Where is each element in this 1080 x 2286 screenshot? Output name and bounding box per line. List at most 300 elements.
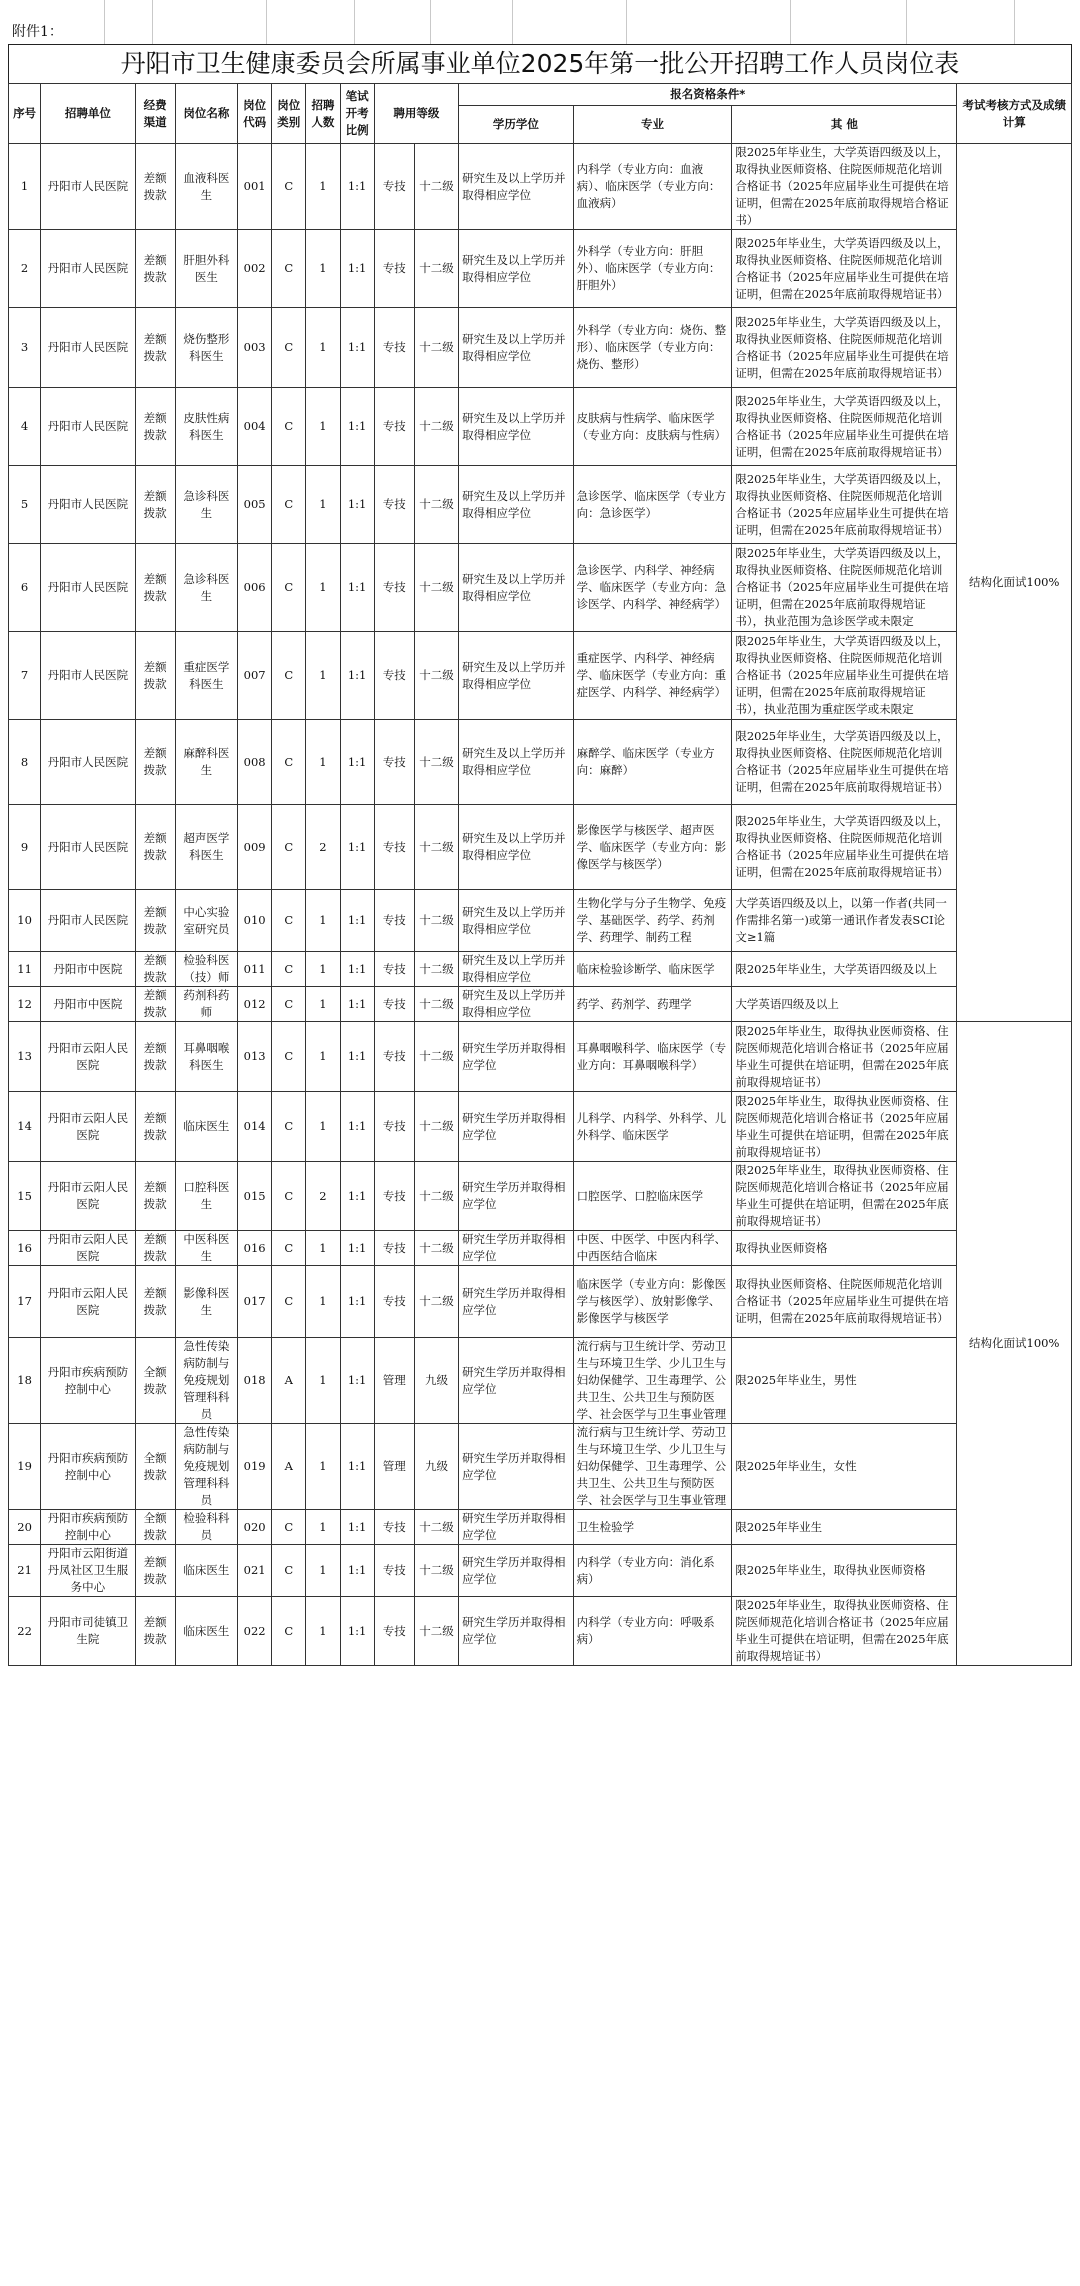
ratio-cell: 1:1 (340, 230, 374, 308)
major-cell: 卫生检验学 (573, 1510, 732, 1545)
post-name-cell: 临床医生 (175, 1092, 237, 1162)
post-type-cell: C (272, 1092, 306, 1162)
unit-cell: 丹阳市人民医院 (41, 890, 135, 952)
ratio-cell: 1:1 (340, 890, 374, 952)
fund-cell: 差额拨款 (135, 1597, 175, 1666)
edu-cell: 研究生及以上学历并取得相应学位 (459, 720, 574, 805)
header-fund: 经费渠道 (135, 84, 175, 144)
post-code-cell: 020 (238, 1510, 272, 1545)
count-cell: 1 (306, 388, 340, 466)
level-grade-cell: 十二级 (414, 144, 458, 230)
ratio-cell: 1:1 (340, 1424, 374, 1510)
level-category-cell: 专技 (374, 805, 414, 890)
post-type-cell: C (272, 388, 306, 466)
table-row (9, 1092, 1072, 1162)
positions-table (8, 83, 1072, 1666)
level-category-cell: 专技 (374, 1545, 414, 1597)
row-no: 14 (9, 1092, 41, 1162)
table-row (9, 1162, 1072, 1231)
post-name-cell: 急诊科医生 (175, 544, 237, 632)
major-cell: 重症医学、内科学、神经病学、临床医学（专业方向：重症医学、内科学、神经病学） (573, 632, 732, 720)
unit-cell: 丹阳市人民医院 (41, 466, 135, 544)
unit-cell: 丹阳市人民医院 (41, 308, 135, 388)
table-row (9, 1510, 1072, 1545)
other-cell: 限2025年毕业生，大学英语四级及以上，取得执业医师资格、住院医师规范化培训合格证书（2025年应届毕业生可提供在培证明，但需在2025年底前取得规培证书） (732, 308, 957, 388)
level-category-cell: 专技 (374, 230, 414, 308)
edu-cell: 研究生学历并取得相应学位 (459, 1545, 574, 1597)
fund-cell: 差额拨款 (135, 230, 175, 308)
row-no: 10 (9, 890, 41, 952)
major-cell: 皮肤病与性病学、临床医学（专业方向：皮肤病与性病） (573, 388, 732, 466)
fund-cell: 差额拨款 (135, 388, 175, 466)
annex-label: 附件1： (12, 24, 63, 40)
table-row (9, 230, 1072, 308)
fund-cell: 差额拨款 (135, 890, 175, 952)
page-title: 丹阳市卫生健康委员会所属事业单位2025年第一批公开招聘工作人员岗位表 (8, 44, 1072, 84)
header-unit: 招聘单位 (41, 84, 135, 144)
header-post-name: 岗位名称 (175, 84, 237, 144)
edu-cell: 研究生及以上学历并取得相应学位 (459, 388, 574, 466)
table-row (9, 805, 1072, 890)
major-cell: 口腔医学、口腔临床医学 (573, 1162, 732, 1231)
fund-cell: 差额拨款 (135, 1545, 175, 1597)
post-name-cell: 麻醉科医生 (175, 720, 237, 805)
other-cell: 限2025年毕业生，取得执业医师资格、住院医师规范化培训合格证书（2025年应届毕业生可提供在培证明，但需在2025年底前取得规培证书） (732, 1162, 957, 1231)
table-row (9, 388, 1072, 466)
row-no: 6 (9, 544, 41, 632)
other-cell: 限2025年毕业生，大学英语四级及以上，取得执业医师资格、住院医师规范化培训合格证书（2025年应届毕业生可提供在培证明，但需在2025年底前取得规培证书） (732, 388, 957, 466)
row-no: 4 (9, 388, 41, 466)
major-cell: 急诊医学、临床医学（专业方向：急诊医学） (573, 466, 732, 544)
header-other: 其 他 (732, 106, 957, 144)
level-grade-cell: 十二级 (414, 308, 458, 388)
edu-cell: 研究生及以上学历并取得相应学位 (459, 987, 574, 1022)
post-name-cell: 肝胆外科医生 (175, 230, 237, 308)
header-ratio: 笔试开考比例 (340, 84, 374, 144)
post-type-cell: C (272, 1231, 306, 1266)
other-cell: 限2025年毕业生 (732, 1510, 957, 1545)
count-cell: 1 (306, 1022, 340, 1092)
grid-line (906, 0, 907, 44)
level-grade-cell: 十二级 (414, 466, 458, 544)
level-grade-cell: 十二级 (414, 1266, 458, 1338)
post-code-cell: 018 (238, 1338, 272, 1424)
major-cell: 流行病与卫生统计学、劳动卫生与环境卫生学、少儿卫生与妇幼保健学、卫生毒理学、公共卫生、公共卫生与预防医学、社会医学与卫生事业管理 (573, 1338, 732, 1424)
edu-cell: 研究生及以上学历并取得相应学位 (459, 144, 574, 230)
edu-cell: 研究生学历并取得相应学位 (459, 1022, 574, 1092)
post-type-cell: A (272, 1338, 306, 1424)
major-cell: 儿科学、内科学、外科学、儿外科学、临床医学 (573, 1092, 732, 1162)
level-grade-cell: 十二级 (414, 632, 458, 720)
table-row (9, 632, 1072, 720)
level-category-cell: 专技 (374, 544, 414, 632)
level-grade-cell: 十二级 (414, 1597, 458, 1666)
post-type-cell: C (272, 890, 306, 952)
unit-cell: 丹阳市人民医院 (41, 720, 135, 805)
table-row (9, 1338, 1072, 1424)
table-row (9, 1231, 1072, 1266)
ratio-cell: 1:1 (340, 987, 374, 1022)
header-edu: 学历学位 (459, 106, 574, 144)
level-category-cell: 专技 (374, 1092, 414, 1162)
ratio-cell: 1:1 (340, 805, 374, 890)
fund-cell: 差额拨款 (135, 805, 175, 890)
major-cell: 外科学（专业方向：烧伤、整形）、临床医学（专业方向：烧伤、整形） (573, 308, 732, 388)
other-cell: 限2025年毕业生，大学英语四级及以上，取得执业医师资格、住院医师规范化培训合格证书（2025年应届毕业生可提供在培证明，但需在2025年底前取得规培证书），执业范围为重症医学或未限定 (732, 632, 957, 720)
grid-line (266, 0, 267, 44)
table-row (9, 1424, 1072, 1510)
level-category-cell: 专技 (374, 720, 414, 805)
level-grade-cell: 十二级 (414, 1231, 458, 1266)
level-grade-cell: 十二级 (414, 720, 458, 805)
table-row (9, 466, 1072, 544)
count-cell: 1 (306, 1545, 340, 1597)
other-cell: 限2025年毕业生，大学英语四级及以上，取得执业医师资格、住院医师规范化培训合格证书（2025年应届毕业生可提供在培证明，但需在2025年底前取得规培证书），执业范围为急诊医学或未限定 (732, 544, 957, 632)
level-category-cell: 专技 (374, 632, 414, 720)
post-code-cell: 006 (238, 544, 272, 632)
header-post-type: 岗位类别 (272, 84, 306, 144)
edu-cell: 研究生学历并取得相应学位 (459, 1162, 574, 1231)
post-type-cell: C (272, 1162, 306, 1231)
other-cell: 限2025年毕业生，大学英语四级及以上，取得执业医师资格、住院医师规范化培训合格证书（2025年应届毕业生可提供在培证明，但需在2025年底前取得规培证书） (732, 230, 957, 308)
edu-cell: 研究生及以上学历并取得相应学位 (459, 308, 574, 388)
level-grade-cell: 十二级 (414, 1510, 458, 1545)
row-no: 7 (9, 632, 41, 720)
fund-cell: 全额拨款 (135, 1424, 175, 1510)
other-cell: 取得执业医师资格、住院医师规范化培训合格证书（2025年应届毕业生可提供在培证明，但需在2025年底前取得规培证书） (732, 1266, 957, 1338)
fund-cell: 全额拨款 (135, 1338, 175, 1424)
table-row (9, 1545, 1072, 1597)
post-type-cell: A (272, 1424, 306, 1510)
unit-cell: 丹阳市人民医院 (41, 388, 135, 466)
fund-cell: 差额拨款 (135, 544, 175, 632)
count-cell: 1 (306, 230, 340, 308)
post-type-cell: C (272, 466, 306, 544)
edu-cell: 研究生学历并取得相应学位 (459, 1231, 574, 1266)
major-cell: 临床检验诊断学、临床医学 (573, 952, 732, 987)
fund-cell: 差额拨款 (135, 1022, 175, 1092)
edu-cell: 研究生学历并取得相应学位 (459, 1424, 574, 1510)
post-code-cell: 007 (238, 632, 272, 720)
level-grade-cell: 十二级 (414, 388, 458, 466)
other-cell: 限2025年毕业生，取得执业医师资格 (732, 1545, 957, 1597)
post-code-cell: 002 (238, 230, 272, 308)
unit-cell: 丹阳市中医院 (41, 952, 135, 987)
positions-body (9, 144, 1072, 1666)
post-name-cell: 检验科医（技）师 (175, 952, 237, 987)
count-cell: 1 (306, 544, 340, 632)
level-category-cell: 专技 (374, 1231, 414, 1266)
table-row (9, 987, 1072, 1022)
post-code-cell: 008 (238, 720, 272, 805)
fund-cell: 差额拨款 (135, 720, 175, 805)
grid-line (430, 0, 431, 44)
header-major: 专业 (573, 106, 732, 144)
unit-cell: 丹阳市疾病预防控制中心 (41, 1510, 135, 1545)
table-row (9, 1022, 1072, 1092)
count-cell: 1 (306, 466, 340, 544)
major-cell: 麻醉学、临床医学（专业方向：麻醉） (573, 720, 732, 805)
post-code-cell: 015 (238, 1162, 272, 1231)
edu-cell: 研究生学历并取得相应学位 (459, 1092, 574, 1162)
edu-cell: 研究生及以上学历并取得相应学位 (459, 805, 574, 890)
post-name-cell: 血液科医生 (175, 144, 237, 230)
count-cell: 1 (306, 1597, 340, 1666)
header-count: 招聘人数 (306, 84, 340, 144)
post-code-cell: 012 (238, 987, 272, 1022)
grid-line (152, 0, 153, 44)
table-row (9, 890, 1072, 952)
row-no: 9 (9, 805, 41, 890)
unit-cell: 丹阳市人民医院 (41, 544, 135, 632)
fund-cell: 差额拨款 (135, 466, 175, 544)
edu-cell: 研究生及以上学历并取得相应学位 (459, 466, 574, 544)
edu-cell: 研究生及以上学历并取得相应学位 (459, 632, 574, 720)
ratio-cell: 1:1 (340, 1022, 374, 1092)
ratio-cell: 1:1 (340, 144, 374, 230)
post-name-cell: 急诊科医生 (175, 466, 237, 544)
unit-cell: 丹阳市中医院 (41, 987, 135, 1022)
post-type-cell: C (272, 952, 306, 987)
count-cell: 1 (306, 952, 340, 987)
post-name-cell: 中医科医生 (175, 1231, 237, 1266)
ratio-cell: 1:1 (340, 1510, 374, 1545)
post-type-cell: C (272, 1022, 306, 1092)
level-grade-cell: 十二级 (414, 805, 458, 890)
ratio-cell: 1:1 (340, 720, 374, 805)
level-category-cell: 专技 (374, 1266, 414, 1338)
grid-line (626, 0, 627, 44)
row-no: 22 (9, 1597, 41, 1666)
post-type-cell: C (272, 987, 306, 1022)
other-cell: 限2025年毕业生，大学英语四级及以上，取得执业医师资格、住院医师规范化培训合格证书（2025年应届毕业生可提供在培证明，但需在2025年底前取得规培证书） (732, 466, 957, 544)
edu-cell: 研究生及以上学历并取得相应学位 (459, 544, 574, 632)
post-code-cell: 021 (238, 1545, 272, 1597)
table-row (9, 952, 1072, 987)
level-grade-cell: 九级 (414, 1424, 458, 1510)
post-name-cell: 重症医学科医生 (175, 632, 237, 720)
other-cell: 限2025年毕业生，取得执业医师资格、住院医师规范化培训合格证书（2025年应届毕业生可提供在培证明，但需在2025年底前取得规培证书） (732, 1597, 957, 1666)
row-no: 21 (9, 1545, 41, 1597)
post-type-cell: C (272, 1510, 306, 1545)
post-name-cell: 皮肤性病科医生 (175, 388, 237, 466)
table-row (9, 308, 1072, 388)
row-no: 5 (9, 466, 41, 544)
ratio-cell: 1:1 (340, 466, 374, 544)
row-no: 20 (9, 1510, 41, 1545)
ratio-cell: 1:1 (340, 1338, 374, 1424)
post-code-cell: 019 (238, 1424, 272, 1510)
fund-cell: 差额拨款 (135, 1266, 175, 1338)
unit-cell: 丹阳市疾病预防控制中心 (41, 1424, 135, 1510)
post-code-cell: 013 (238, 1022, 272, 1092)
unit-cell: 丹阳市人民医院 (41, 144, 135, 230)
fund-cell: 差额拨款 (135, 1162, 175, 1231)
post-code-cell: 022 (238, 1597, 272, 1666)
level-grade-cell: 十二级 (414, 952, 458, 987)
post-code-cell: 016 (238, 1231, 272, 1266)
other-cell: 限2025年毕业生，女性 (732, 1424, 957, 1510)
post-type-cell: C (272, 1597, 306, 1666)
major-cell: 流行病与卫生统计学、劳动卫生与环境卫生学、少儿卫生与妇幼保健学、卫生毒理学、公共卫生、公共卫生与预防医学、社会医学与卫生事业管理 (573, 1424, 732, 1510)
major-cell: 临床医学（专业方向：影像医学与核医学）、放射影像学、影像医学与核医学 (573, 1266, 732, 1338)
unit-cell: 丹阳市云阳人民医院 (41, 1022, 135, 1092)
post-name-cell: 影像科医生 (175, 1266, 237, 1338)
fund-cell: 差额拨款 (135, 144, 175, 230)
other-cell: 限2025年毕业生，取得执业医师资格、住院医师规范化培训合格证书（2025年应届毕业生可提供在培证明，但需在2025年底前取得规培证书） (732, 1022, 957, 1092)
level-category-cell: 专技 (374, 144, 414, 230)
row-no: 17 (9, 1266, 41, 1338)
other-cell: 大学英语四级及以上 (732, 987, 957, 1022)
unit-cell: 丹阳市人民医院 (41, 230, 135, 308)
count-cell: 1 (306, 720, 340, 805)
other-cell: 限2025年毕业生，大学英语四级及以上，取得执业医师资格、住院医师规范化培训合格证书（2025年应届毕业生可提供在培证明，但需在2025年底前取得规培证书） (732, 720, 957, 805)
edu-cell: 研究生学历并取得相应学位 (459, 1597, 574, 1666)
row-no: 15 (9, 1162, 41, 1231)
ratio-cell: 1:1 (340, 1092, 374, 1162)
post-code-cell: 001 (238, 144, 272, 230)
post-code-cell: 014 (238, 1092, 272, 1162)
unit-cell: 丹阳市云阳人民医院 (41, 1266, 135, 1338)
fund-cell: 差额拨款 (135, 1231, 175, 1266)
grid-line (1014, 0, 1015, 44)
post-code-cell: 004 (238, 388, 272, 466)
post-code-cell: 003 (238, 308, 272, 388)
level-grade-cell: 十二级 (414, 544, 458, 632)
unit-cell: 丹阳市司徒镇卫生院 (41, 1597, 135, 1666)
post-name-cell: 中心实验室研究员 (175, 890, 237, 952)
unit-cell: 丹阳市云阳街道丹凤社区卫生服务中心 (41, 1545, 135, 1597)
count-cell: 2 (306, 805, 340, 890)
header-conditions: 报名资格条件* (459, 84, 957, 106)
unit-cell: 丹阳市人民医院 (41, 632, 135, 720)
level-category-cell: 专技 (374, 987, 414, 1022)
row-no: 1 (9, 144, 41, 230)
major-cell: 中医、中医学、中医内科学、中西医结合临床 (573, 1231, 732, 1266)
post-name-cell: 口腔科医生 (175, 1162, 237, 1231)
header-no: 序号 (9, 84, 41, 144)
count-cell: 1 (306, 1338, 340, 1424)
header-post-code: 岗位代码 (238, 84, 272, 144)
count-cell: 1 (306, 890, 340, 952)
major-cell: 急诊医学、内科学、神经病学、临床医学（专业方向：急诊医学、内科学、神经病学） (573, 544, 732, 632)
level-category-cell: 专技 (374, 890, 414, 952)
post-type-cell: C (272, 544, 306, 632)
level-category-cell: 专技 (374, 952, 414, 987)
level-category-cell: 管理 (374, 1338, 414, 1424)
ratio-cell: 1:1 (340, 952, 374, 987)
other-cell: 限2025年毕业生，大学英语四级及以上，取得执业医师资格、住院医师规范化培训合格证书（2025年应届毕业生可提供在培证明，但需在2025年底前取得规培证书） (732, 805, 957, 890)
level-grade-cell: 十二级 (414, 987, 458, 1022)
major-cell: 影像医学与核医学、超声医学、临床医学（专业方向：影像医学与核医学） (573, 805, 732, 890)
ratio-cell: 1:1 (340, 544, 374, 632)
count-cell: 1 (306, 1266, 340, 1338)
table-row (9, 720, 1072, 805)
unit-cell: 丹阳市云阳人民医院 (41, 1092, 135, 1162)
ratio-cell: 1:1 (340, 1162, 374, 1231)
post-type-cell: C (272, 720, 306, 805)
major-cell: 内科学（专业方向：血液病）、临床医学（专业方向：血液病） (573, 144, 732, 230)
row-no: 19 (9, 1424, 41, 1510)
table-row (9, 544, 1072, 632)
post-name-cell: 急性传染病防制与免疫规划管理科科员 (175, 1424, 237, 1510)
row-no: 8 (9, 720, 41, 805)
unit-cell: 丹阳市云阳人民医院 (41, 1231, 135, 1266)
post-type-cell: C (272, 805, 306, 890)
post-code-cell: 009 (238, 805, 272, 890)
ratio-cell: 1:1 (340, 1597, 374, 1666)
other-cell: 限2025年毕业生，取得执业医师资格、住院医师规范化培训合格证书（2025年应届毕业生可提供在培证明，但需在2025年底前取得规培证书） (732, 1092, 957, 1162)
exam-method-cell: 结构化面试100% (957, 144, 1072, 1022)
level-category-cell: 专技 (374, 1597, 414, 1666)
header-level: 聘用等级 (374, 84, 458, 144)
level-grade-cell: 九级 (414, 1338, 458, 1424)
post-code-cell: 011 (238, 952, 272, 987)
grid-line (354, 0, 355, 44)
level-grade-cell: 十二级 (414, 1092, 458, 1162)
ratio-cell: 1:1 (340, 1266, 374, 1338)
edu-cell: 研究生学历并取得相应学位 (459, 1266, 574, 1338)
row-no: 12 (9, 987, 41, 1022)
edu-cell: 研究生学历并取得相应学位 (459, 1510, 574, 1545)
level-category-cell: 专技 (374, 1022, 414, 1092)
post-type-cell: C (272, 230, 306, 308)
post-name-cell: 临床医生 (175, 1597, 237, 1666)
row-no: 2 (9, 230, 41, 308)
level-category-cell: 专技 (374, 1510, 414, 1545)
post-name-cell: 检验科科员 (175, 1510, 237, 1545)
ratio-cell: 1:1 (340, 1545, 374, 1597)
count-cell: 1 (306, 1424, 340, 1510)
row-no: 18 (9, 1338, 41, 1424)
edu-cell: 研究生及以上学历并取得相应学位 (459, 952, 574, 987)
post-code-cell: 017 (238, 1266, 272, 1338)
count-cell: 1 (306, 144, 340, 230)
header-exam: 考试考核方式及成绩计算 (957, 84, 1072, 144)
fund-cell: 差额拨款 (135, 1092, 175, 1162)
level-category-cell: 专技 (374, 1162, 414, 1231)
post-name-cell: 急性传染病防制与免疫规划管理科科员 (175, 1338, 237, 1424)
count-cell: 1 (306, 308, 340, 388)
post-code-cell: 005 (238, 466, 272, 544)
fund-cell: 差额拨款 (135, 308, 175, 388)
exam-method-cell: 结构化面试100% (957, 1022, 1072, 1666)
level-category-cell: 管理 (374, 1424, 414, 1510)
count-cell: 1 (306, 632, 340, 720)
count-cell: 2 (306, 1162, 340, 1231)
edu-cell: 研究生学历并取得相应学位 (459, 1338, 574, 1424)
table-row (9, 144, 1072, 230)
row-no: 3 (9, 308, 41, 388)
major-cell: 内科学（专业方向：消化系病） (573, 1545, 732, 1597)
grid-line (104, 0, 105, 44)
level-category-cell: 专技 (374, 388, 414, 466)
row-no: 11 (9, 952, 41, 987)
other-cell: 限2025年毕业生，男性 (732, 1338, 957, 1424)
post-name-cell: 烧伤整形科医生 (175, 308, 237, 388)
unit-cell: 丹阳市人民医院 (41, 805, 135, 890)
post-name-cell: 药剂科药师 (175, 987, 237, 1022)
unit-cell: 丹阳市疾病预防控制中心 (41, 1338, 135, 1424)
fund-cell: 差额拨款 (135, 987, 175, 1022)
post-type-cell: C (272, 1266, 306, 1338)
major-cell: 耳鼻咽喉科学、临床医学（专业方向：耳鼻咽喉科学） (573, 1022, 732, 1092)
other-cell: 限2025年毕业生，大学英语四级及以上，取得执业医师资格、住院医师规范化培训合格证书（2025年应届毕业生可提供在培证明，但需在2025年底前取得规培合格证书） (732, 144, 957, 230)
grid-line (790, 0, 791, 44)
post-name-cell: 临床医生 (175, 1545, 237, 1597)
count-cell: 1 (306, 987, 340, 1022)
count-cell: 1 (306, 1092, 340, 1162)
